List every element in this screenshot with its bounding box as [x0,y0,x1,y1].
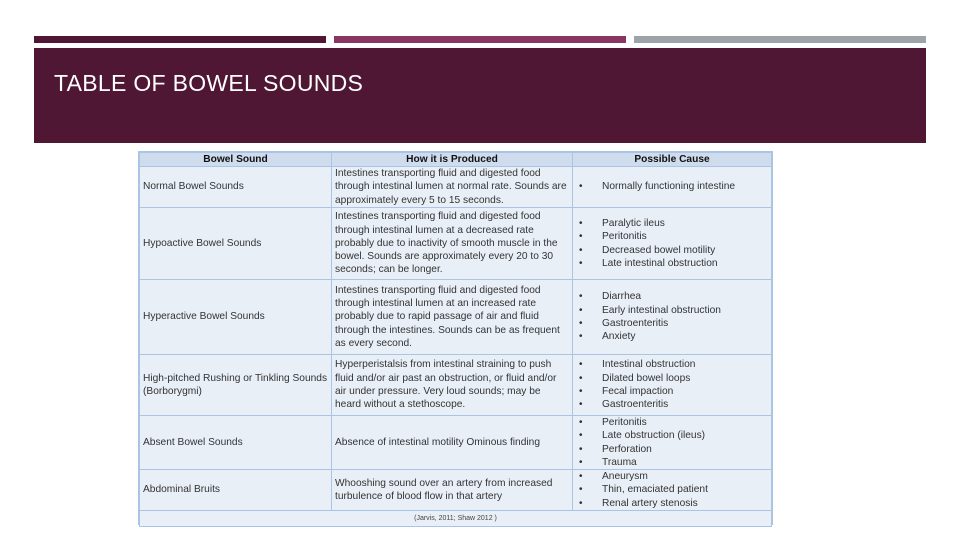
cause-list [576,470,768,510]
table-row [140,280,772,355]
cell-possible-cause [573,470,772,511]
accent-bar-2 [334,36,626,43]
cause-item: • Gastroenteritis [576,398,768,411]
cause-item: • Gastroenteritis [576,317,768,330]
cell-possible-cause [573,208,772,280]
cause-item: • Late obstruction (ileus) [576,429,768,442]
cause-item: • Anxiety [576,330,768,343]
table-row [140,167,772,208]
cell-possible-cause [573,167,772,208]
cell-bowel-sound: Absent Bowel Sounds [140,416,332,470]
cause-item: • Thin, emaciated patient [576,483,768,496]
cell-bowel-sound: Normal Bowel Sounds [140,167,332,208]
cause-list [576,416,768,469]
source-citation: (Jarvis, 2011; Shaw 2012 ) [140,511,772,527]
source-row [140,511,772,527]
cell-how-produced: Absence of intestinal motility Ominous finding [332,416,573,470]
cell-how-produced: Intestines transporting fluid and digested food through intestinal lumen at an increased rate probably due to rapid passage of air and fluid through the intestines. Sounds can be as frequent as every second. [332,280,573,355]
cause-item: • Renal artery stenosis [576,497,768,510]
slide-title: TABLE OF BOWEL SOUNDS [54,70,364,96]
cause-item: • Decreased bowel motility [576,244,768,257]
cause-list [576,180,768,193]
accent-bar-1 [34,36,326,43]
cause-item: • Trauma [576,456,768,469]
bowel-sounds-table-container [138,151,773,525]
bowel-sounds-table [139,152,772,527]
cell-how-produced: Intestines transporting fluid and digested food through intestinal lumen at a decreased rate probably due to inactivity of smooth muscle in the bowel. Sounds are approximately every 20 to 30 seconds; can be longer. [332,208,573,280]
cause-item: • Early intestinal obstruction [576,304,768,317]
cause-item: • Intestinal obstruction [576,358,768,371]
cause-item: • Fecal impaction [576,385,768,398]
cause-item: • Peritonitis [576,416,768,429]
cell-possible-cause [573,280,772,355]
cell-bowel-sound: Hyperactive Bowel Sounds [140,280,332,355]
table-row [140,416,772,470]
cause-item: • Perforation [576,443,768,456]
cause-item: • Diarrhea [576,290,768,303]
cell-bowel-sound: Abdominal Bruits [140,470,332,511]
cell-possible-cause [573,416,772,470]
title-band [34,48,926,143]
header-bowel-sound: Bowel Sound [140,153,332,167]
cause-item: • Peritonitis [576,230,768,243]
cause-list [576,217,768,270]
cell-possible-cause [573,355,772,416]
cause-list [576,358,768,411]
cell-how-produced: Whooshing sound over an artery from increased turbulence of blood flow in that artery [332,470,573,511]
table-row [140,470,772,511]
table-row [140,355,772,416]
table-header-row [140,153,772,167]
cause-item: • Paralytic ileus [576,217,768,230]
cause-list [576,290,768,343]
cell-bowel-sound: Hypoactive Bowel Sounds [140,208,332,280]
accent-bar-3 [634,36,926,43]
cell-how-produced: Hyperperistalsis from intestinal straining to push fluid and/or air past an obstruction, or fluid and/or air under pressure. Very loud sounds; may be heard without a stethoscope. [332,355,573,416]
table-row [140,208,772,280]
cell-how-produced: Intestines transporting fluid and digested food through intestinal lumen at normal rate. Sounds are approximately every 5 to 15 seconds. [332,167,573,208]
cause-item: • Dilated bowel loops [576,372,768,385]
cause-item: • Late intestinal obstruction [576,257,768,270]
cause-item: • Normally functioning intestine [576,180,768,193]
cell-bowel-sound: High-pitched Rushing or Tinkling Sounds (Borborygmi) [140,355,332,416]
cause-item: • Aneurysm [576,470,768,483]
header-how-produced: How it is Produced [332,153,573,167]
header-possible-cause: Possible Cause [573,153,772,167]
